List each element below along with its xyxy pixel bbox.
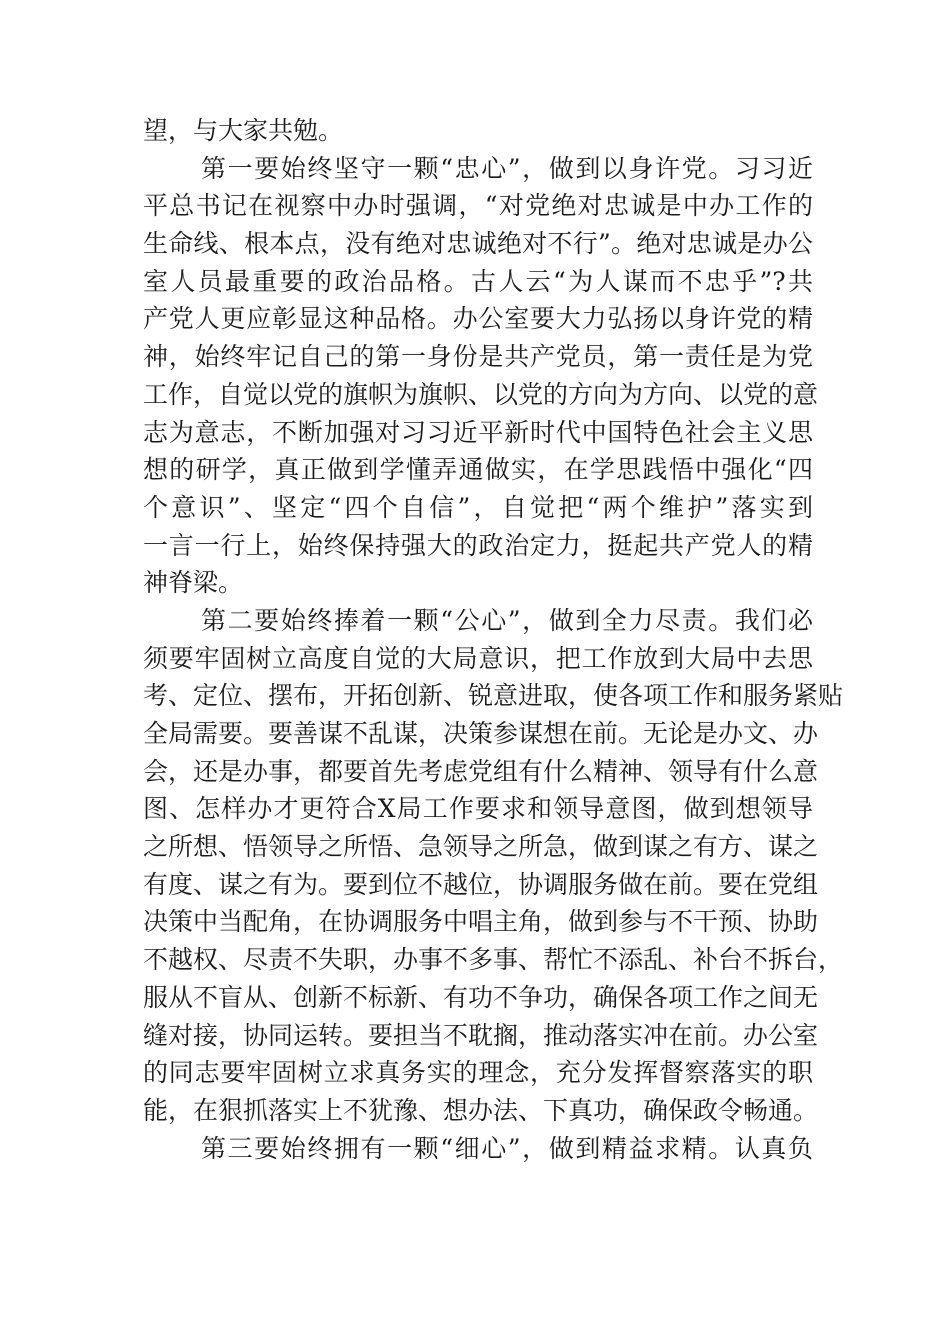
text-line: 生命线、根本点，没有绝对忠诚绝对不行”。绝对忠诚是办公 — [143, 229, 813, 259]
text-line: 一言一行上，始终保持强大的政治定力，挺起共产党人的精 — [143, 530, 813, 560]
text-line: 工作，自觉以党的旗帜为旗帜、以党的方向为方向、以党的意 — [143, 379, 819, 409]
document-body — [143, 112, 844, 1167]
text-line: 室人员最重要的政治品格。古人云“为人谋而不忠乎”?共 — [143, 266, 813, 296]
text-line: 服从不盲从、创新不标新、有功不争功，确保各项工作之间无 — [143, 982, 819, 1012]
text-line: 想的研学，真正做到学懂弄通做实，在学思践悟中强化“四 — [143, 455, 813, 485]
text-line: 缝对接，协同运转。要担当不耽搁，推动落实冲在前。办公室 — [143, 1020, 819, 1050]
text-line: 决策中当配角，在协调服务中唱主角，做到参与不干预、协助 — [143, 907, 819, 937]
text-line: 平总书记在视察中办时强调，“对党绝对忠诚是中办工作的 — [143, 191, 813, 221]
text-line: 的同志要牢固树立求真务实的理念，充分发挥督察落实的职 — [143, 1058, 813, 1088]
text-line: 会，还是办事，都要首先考虑党组有什么精神、领导有什么意 — [143, 756, 819, 786]
paragraph-first-line: 第三要始终拥有一颗“细心”，做到精益求精。认真负 — [201, 1133, 813, 1163]
text-line: 神脊梁。 — [143, 568, 244, 598]
text-line: 全局需要。要善谋不乱谋，决策参谋想在前。无论是办文、办 — [143, 719, 819, 748]
text-line: 图、怎样办才更符合X局工作要求和领导意图，做到想领导 — [143, 794, 813, 824]
text-line: 考、定位、摆布，开拓创新、锐意进取，使各项工作和服务紧贴 — [143, 681, 844, 711]
text-line: 须要牢固树立高度自觉的大局意识，把工作放到大局中去思 — [143, 643, 813, 673]
text-line: 有度、谋之有为。要到位不越位，协调服务做在前。要在党组 — [143, 869, 819, 899]
text-line: 神，始终牢记自己的第一身份是共产党员，第一责任是为党 — [143, 342, 813, 372]
text-line: 个意识”、坚定“四个自信”，自觉把“两个维护”落实到 — [143, 492, 813, 522]
text-line: 之所想、悟领导之所悟、急领导之所急，做到谋之有方、谋之 — [143, 832, 819, 862]
text-line: 产党人更应彰显这种品格。办公室要大力弘扬以身许党的精 — [143, 304, 813, 334]
paragraph-first-line: 第一要始终坚守一颗“忠心”，做到以身许党。习习近 — [201, 153, 813, 183]
text-line: 不越权、尽责不失职，办事不多事、帮忙不添乱、补台不拆台， — [143, 945, 844, 975]
text-line: 志为意志，不断加强对习习近平新时代中国特色社会主义思 — [143, 417, 813, 447]
paragraph-first-line: 第二要始终捧着一颗“公心”，做到全力尽责。我们必 — [201, 605, 813, 635]
text-line: 能，在狠抓落实上不犹豫、想办法、下真功，确保政令畅通。 — [143, 1095, 819, 1125]
text-line: 望，与大家共勉。 — [143, 116, 344, 145]
